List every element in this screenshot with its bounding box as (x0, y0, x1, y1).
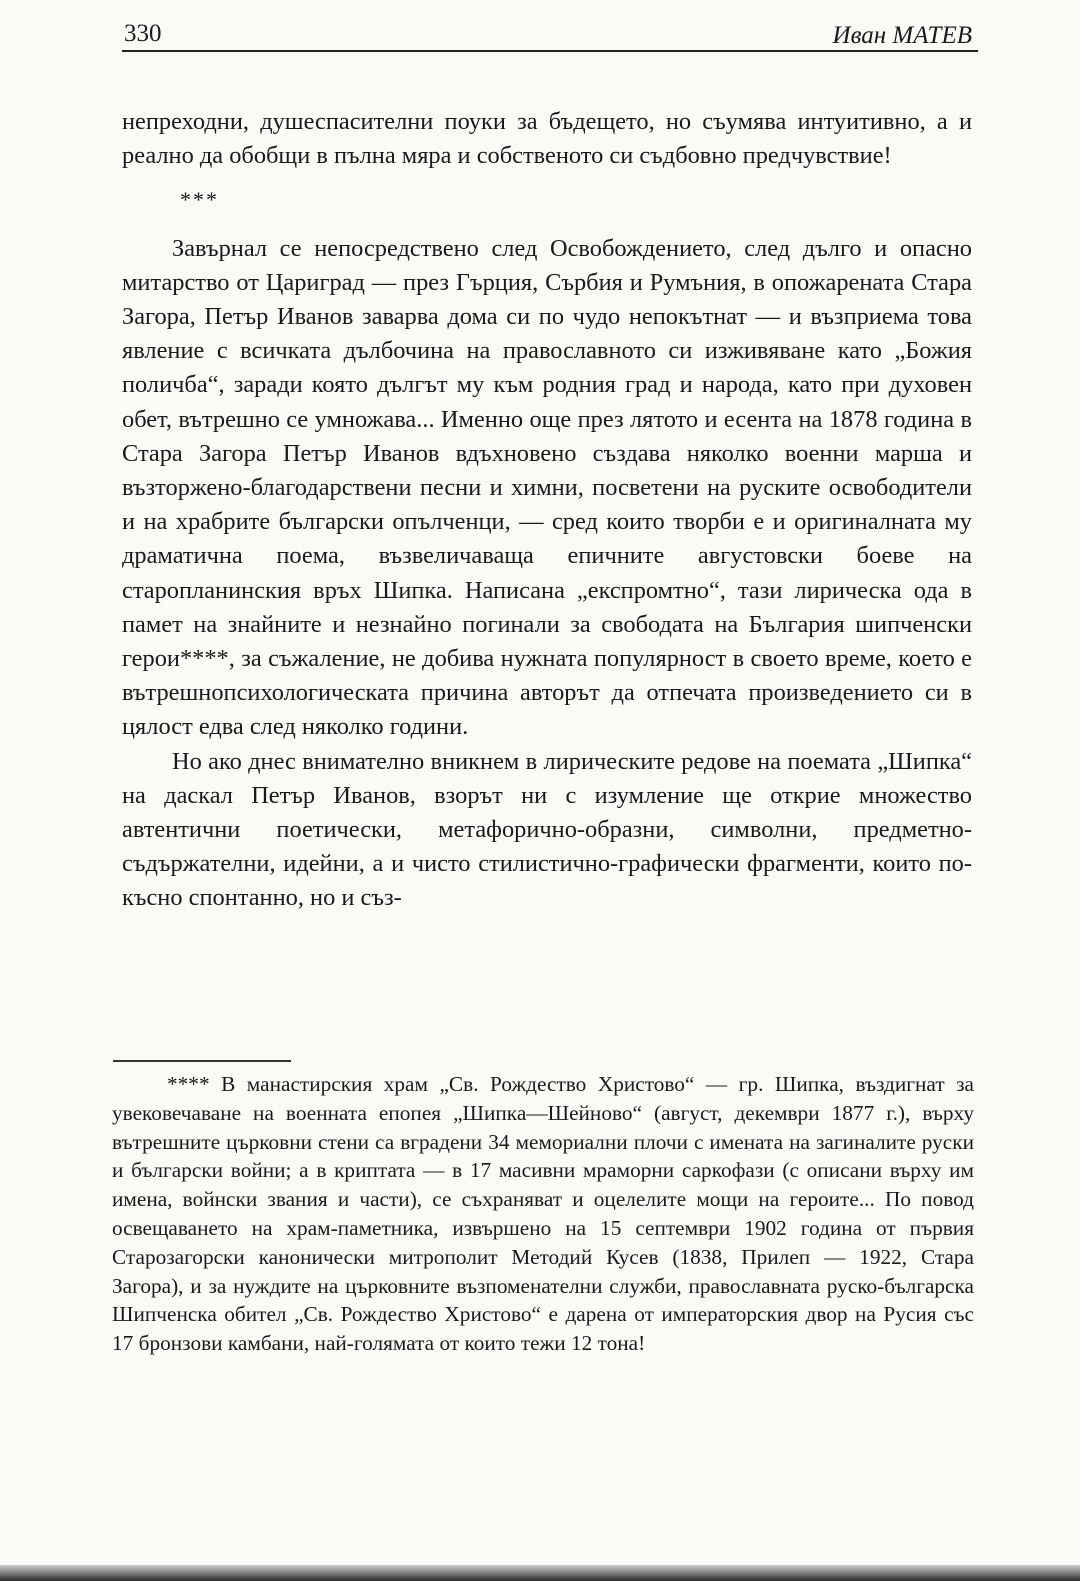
page-number: 330 (124, 20, 162, 47)
footnote-text: **** В манастирския храм „Св. Рождество Христово“ — гр. Шипка, въздигнат за увековечаване на военната епопея „Шипка—Шейново“ (август, декември 1877 г.), върху вътрешните църковни стени са вградени 34 мемориални плочи с имената на загиналите руски и български войни; а в криптата — в 17 масивни мраморни саркофази (с описани върху им имена, войнски звания и части), се съхраняват и оцелелите мощи на героите... По повод освещаването на храм-паметника, извършено на 15 септември 1902 година от първия Старозагорски канонически митрополит Методий Кусев (1838, Прилеп — 1922, Стара Загора), и за нуждите на църковните възпоменателни служби, православната руско-българска Шипченска обител „Св. Рождество Христово“ е дарена от императорския двор на Русия със 17 бронзови камбани, най-голямата от които тежи 12 тона! (112, 1072, 974, 1356)
scan-edge-shadow (0, 1565, 1080, 1581)
paragraph-continued: непреходни, душеспасителни поуки за бъдещето, но съумява интуитивно, а и реално да обобщи в пълна мяра и собственото си съдбовно предчувствие! (122, 108, 972, 170)
paragraph: Завърнал се непосредствено след Освобождението, след дълго и опасно митарство от Цариград — през Гърция, Сърбия и Румъния, в опожарената Стара Загора, Петър Иванов заварва дома си по чудо непокътнат — и възприема това явление с всичката дълбочина на православното си изживяване като „Божия поличба“, заради която дългът му към родния град и народа, като при духовен обет, вътрешно се умножава... Именно още през лятото и есента на 1878 година в Стара Загора Петър Иванов вдъхновено създава няколко военни марша и възторжено-благодарствени песни и химни, посветени на руските освободители и на храбрите български опълченци, — сред които творби е и оригиналната му драматична поема, възвеличаваща епичните августовски боеве на старопланинския връх Шипка. Написана „експромтно“, тази лирическа ода в памет на знайните и незнайно погинали за свободата на България шипченски герои****, за съжаление, не добива нужната популярност в своето време, което е вътрешнопсихологическата причина авторът да отпечата произведението си в цялост едва след няколко години. (122, 234, 972, 741)
main-text (122, 105, 972, 916)
running-head-author: Иван МАТЕВ (832, 22, 972, 49)
footnote-rule (113, 1060, 291, 1062)
section-separator: *** (180, 187, 219, 213)
header-rule (122, 50, 978, 52)
paragraph: Но ако днес внимателно вникнем в лирическите редове на поемата „Шипка“ на даскал Петър Иванов, взорът ни с изумление ще открие множество автентични поетически, метафорично-образни, символни, предметно-съдържателни, идейни, а и чисто стилистично-графически фрагменти, които по-късно спонтанно, но и съз- (122, 747, 972, 912)
footnote (112, 1070, 974, 1358)
page-header (122, 18, 978, 50)
